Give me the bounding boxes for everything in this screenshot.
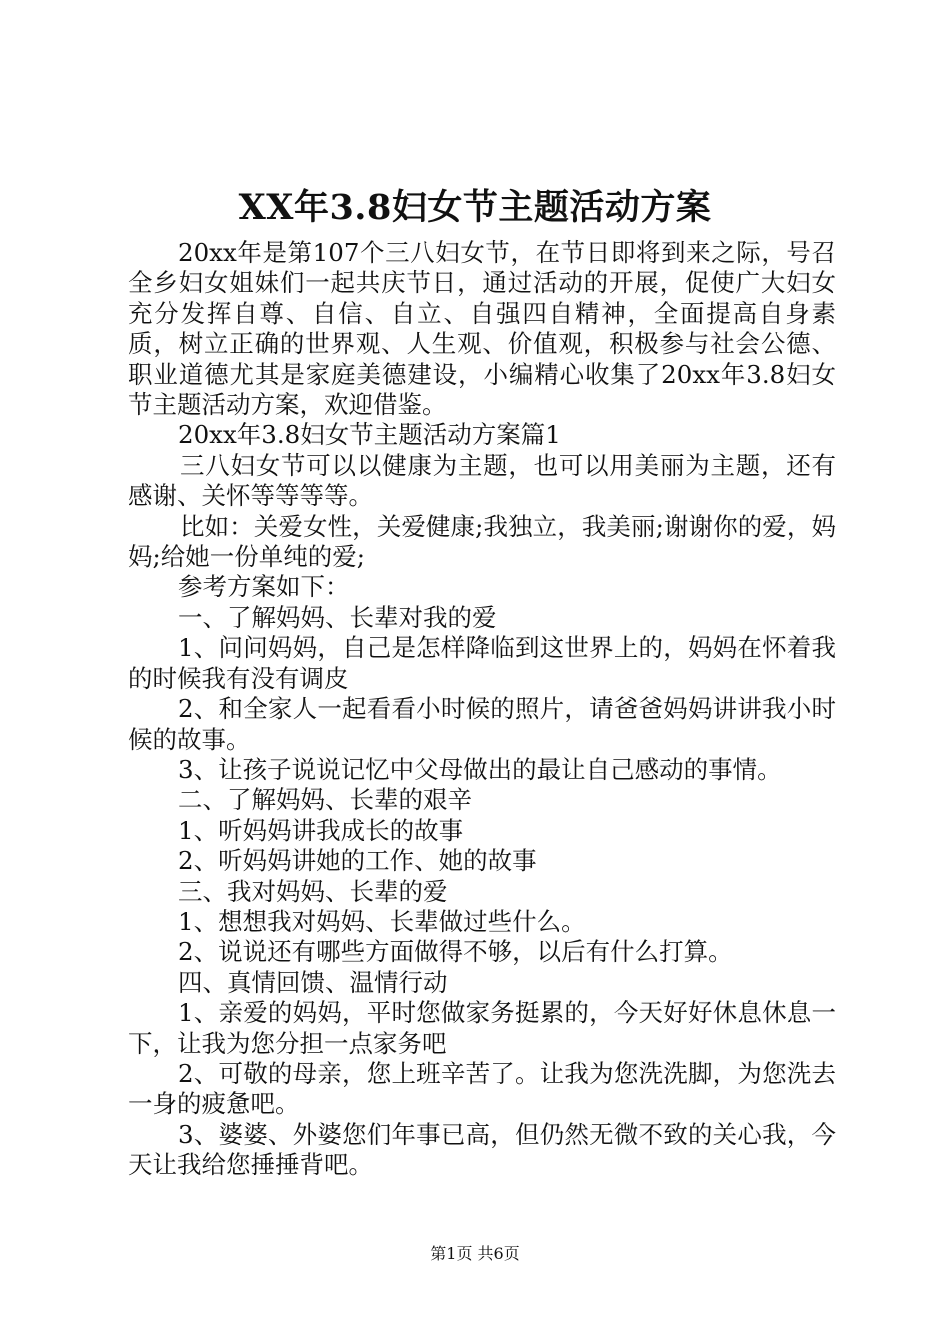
paragraph: 比如：关爱女性，关爱健康;我独立，我美丽;谢谢你的爱，妈妈;给她一份单纯的爱; [128,511,836,572]
list-item: 1、听妈妈讲我成长的故事 [178,815,464,845]
list-item: 2、可敬的母亲，您上班辛苦了。让我为您洗洗脚，为您洗去一身的疲惫吧。 [128,1058,836,1119]
page-footer: 第1页 共6页 [430,1244,520,1263]
list-item: 2、说说还有哪些方面做得不够，以后有什么打算。 [178,937,733,967]
intro-paragraph: 20xx年是第107个三八妇女节，在节日即将到来之际，号召全乡妇女姐妹们一起共庆节日，通过活动的开展，促使广大妇女充分发挥自尊、自信、自立、自强四自精神，全面提高自身素质，树立正确的世界观、人生观、价值观，积极参与社会公德、职业道德尤其是家庭美德建设，小编精心收集了20xx年3.8妇女节主题活动方案，欢迎借鉴。 [128,238,836,420]
subsection-heading: 一、了解妈妈、长辈对我的爱 [178,602,497,632]
list-item: 3、婆婆、外婆您们年事已高，但仍然无微不致的关心我，今天让我给您捶捶背吧。 [128,1119,836,1180]
list-item: 1、亲爱的妈妈，平时您做家务挺累的，今天好好休息休息一下，让我为您分担一点家务吧 [128,998,836,1058]
section-heading: 20xx年3.8妇女节主题活动方案篇1 [178,420,561,450]
paragraph: 参考方案如下： [178,572,350,602]
list-item: 2、听妈妈讲她的工作、她的故事 [178,846,537,876]
document-title: XX年3.8妇女节主题活动方案 [238,187,712,228]
list-item: 3、让孩子说说记忆中父母做出的最让自己感动的事情。 [178,754,782,784]
list-item: 2、和全家人一起看看小时候的照片，请爸爸妈妈讲讲我小时候的故事。 [128,694,836,754]
subsection-heading: 二、了解妈妈、长辈的艰辛 [178,785,472,815]
subsection-heading: 四、真情回馈、温情行动 [178,967,448,997]
list-item: 1、想想我对妈妈、长辈做过些什么。 [178,906,586,936]
list-item: 1、问问妈妈，自己是怎样降临到这世界上的，妈妈在怀着我的时候我有没有调皮 [128,633,836,693]
paragraph: 三八妇女节可以以健康为主题，也可以用美丽为主题，还有感谢、关怀等等等等。 [128,450,836,511]
document-body [128,238,836,1181]
subsection-heading: 三、我对妈妈、长辈的爱 [178,876,448,906]
